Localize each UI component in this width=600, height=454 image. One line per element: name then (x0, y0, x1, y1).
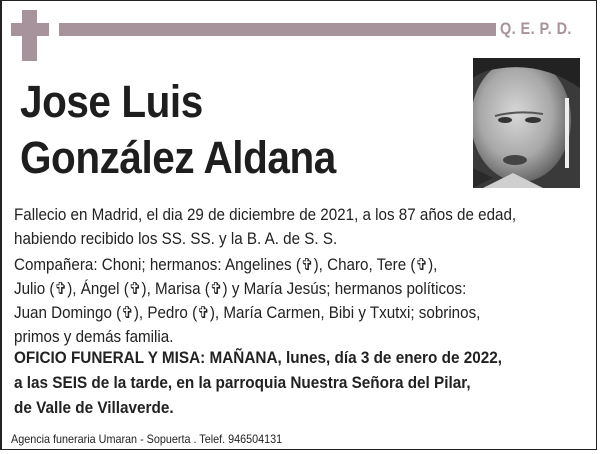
qepd-label: Q. E. P. D. (500, 19, 572, 38)
portrait-photo (473, 58, 580, 188)
cross-icon-arm (11, 23, 49, 36)
service-line: a las SEIS de la tarde, en la parroquia Nuestra Señora del Pilar, (14, 373, 471, 392)
deceased-name (20, 74, 336, 186)
name-line-2: González Aldana (20, 132, 336, 183)
death-notice-line: Fallecio en Madrid, el dia 29 de diciembre de 2021, a los 87 años de edad, (14, 206, 517, 224)
death-notice (14, 203, 516, 251)
header-bar (59, 23, 496, 36)
service-line: de Valle de Villaverde. (14, 398, 174, 417)
service-line: OFICIO FUNERAL Y MISA: MAÑANA, lunes, día 3 de enero de 2022, (14, 348, 503, 367)
family-line: Compañera: Choni; hermanos: Angelines (✞), Charo, Tere (✞), (14, 256, 438, 274)
family-list (14, 253, 480, 349)
family-line: primos y demás familia. (14, 328, 174, 346)
death-notice-line: habiendo recibido los SS. SS. y la B. A. de S. S. (14, 230, 338, 248)
family-line: Julio (✞), Ángel (✞), Marisa (✞) y María Jesús; hermanos políticos: (14, 280, 467, 298)
funeral-service (14, 345, 502, 420)
family-line: Juan Domingo (✞), Pedro (✞), María Carmen, Bibi y Txutxi; sobrinos, (14, 304, 481, 322)
name-line-1: Jose Luis (20, 76, 203, 127)
funeral-agency: Agencia funeraria Umaran - Sopuerta . Telef. 946504131 (11, 432, 283, 446)
